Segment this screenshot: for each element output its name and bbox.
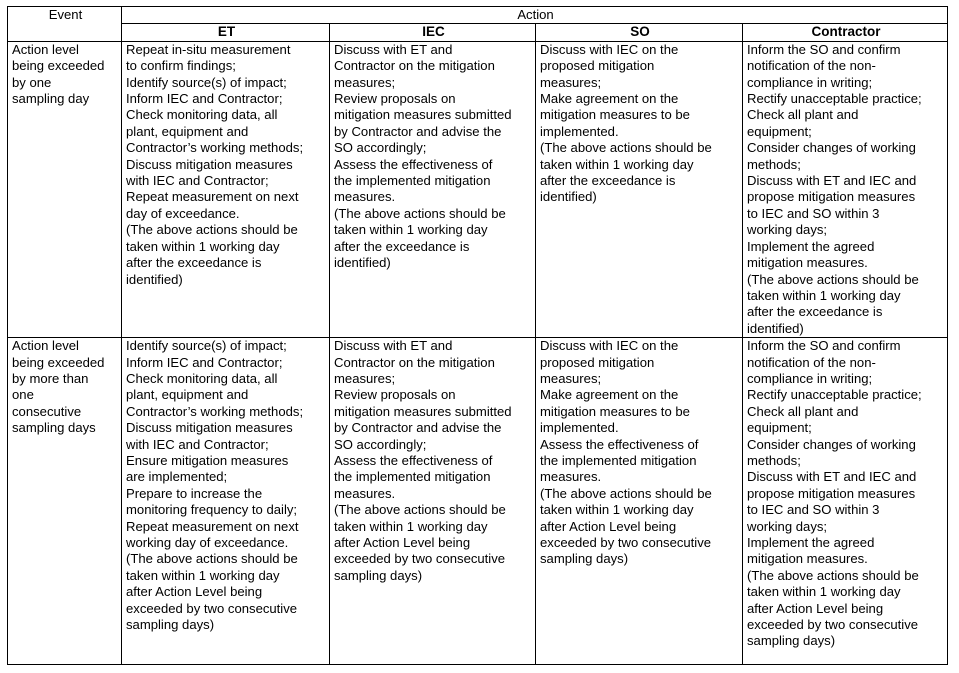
action-text-line: Make agreement on the bbox=[540, 91, 679, 107]
action-text-line: measures. bbox=[334, 485, 396, 501]
action-text-line: Check monitoring data, all bbox=[126, 107, 278, 123]
action-cell-iec bbox=[330, 338, 536, 665]
action-text-line: taken within 1 working day bbox=[126, 567, 280, 583]
action-text-line: after the exceedance is bbox=[747, 304, 883, 320]
action-text-line: with IEC and Contractor; bbox=[126, 173, 269, 189]
action-text-line: taken within 1 working day bbox=[747, 584, 901, 600]
action-text-line: working days; bbox=[747, 222, 828, 238]
action-text-line: after the exceedance is bbox=[334, 238, 470, 254]
action-text-line: Repeat measurement on next bbox=[126, 518, 299, 534]
action-text-line: sampling days) bbox=[540, 551, 629, 567]
action-text-line: sampling days) bbox=[334, 567, 423, 583]
action-text-line: working day of exceedance. bbox=[126, 535, 289, 550]
action-text-line: (The above actions should be bbox=[126, 551, 298, 567]
action-text-line: methods; bbox=[747, 156, 801, 172]
action-text-line: implemented. bbox=[540, 123, 619, 139]
action-text-line: Inform IEC and Contractor; bbox=[126, 91, 283, 107]
action-text-line: after Action Level being bbox=[126, 584, 263, 600]
action-text-line: identified) bbox=[334, 255, 391, 271]
action-text-line: measures; bbox=[334, 74, 396, 90]
action-text-line: Implement the agreed bbox=[747, 238, 875, 254]
action-text-line: are implemented; bbox=[126, 469, 228, 485]
action-text-line: Make agreement on the bbox=[540, 387, 679, 403]
action-plan-table bbox=[7, 6, 948, 665]
action-text-line: Discuss with ET and bbox=[334, 338, 453, 354]
event-text-line: by more than bbox=[12, 370, 89, 386]
action-cell-so bbox=[536, 338, 743, 665]
action-text-line: Check all plant and bbox=[747, 107, 859, 123]
action-text-line: to IEC and SO within 3 bbox=[747, 205, 880, 221]
role-header-contractor: Contractor bbox=[743, 24, 948, 41]
action-text-line: Discuss with ET and IEC and bbox=[747, 173, 917, 189]
event-column-header: Event bbox=[8, 7, 122, 42]
action-text-line: Repeat measurement on next bbox=[126, 189, 299, 205]
action-text-line: implemented. bbox=[540, 420, 619, 436]
action-text-line: Identify source(s) of impact; bbox=[126, 74, 287, 90]
action-text-line: Inform the SO and confirm bbox=[747, 41, 901, 57]
action-cell-contractor bbox=[743, 338, 948, 665]
action-text-line: mitigation measures submitted bbox=[334, 403, 512, 419]
action-text-line: mitigation measures. bbox=[747, 255, 868, 271]
action-text-line: Inform IEC and Contractor; bbox=[126, 354, 283, 370]
action-text-line: (The above actions should be bbox=[747, 567, 919, 583]
action-text-line: Implement the agreed bbox=[747, 535, 875, 550]
action-text-line: taken within 1 working day bbox=[334, 222, 488, 238]
action-text-line: Review proposals on bbox=[334, 91, 456, 107]
action-text-line: Contractor’s working methods; bbox=[126, 140, 304, 156]
event-text-line: one bbox=[12, 387, 34, 403]
action-text-line: after the exceedance is bbox=[540, 173, 676, 189]
action-text-line: exceeded by two consecutive bbox=[334, 551, 506, 567]
action-text-line: the implemented mitigation bbox=[334, 469, 491, 485]
action-text-line: Assess the effectiveness of bbox=[334, 452, 493, 468]
action-text-line: Identify source(s) of impact; bbox=[126, 338, 287, 354]
action-text-line: Check monitoring data, all bbox=[126, 370, 278, 386]
action-text-line: equipment; bbox=[747, 123, 812, 139]
action-text-line: (The above actions should be bbox=[540, 485, 712, 501]
action-text-line: Contractor on the mitigation bbox=[334, 354, 495, 370]
action-text-line: taken within 1 working day bbox=[540, 502, 694, 518]
event-text-line: being exceeded bbox=[12, 58, 105, 74]
action-text-line: to confirm findings; bbox=[126, 58, 236, 74]
action-text-line: mitigation measures to be bbox=[540, 107, 690, 123]
action-text-line: proposed mitigation bbox=[540, 58, 655, 74]
action-text-line: identified) bbox=[126, 271, 183, 287]
action-text-line: after Action Level being bbox=[540, 518, 677, 534]
action-text-line: Consider changes of working bbox=[747, 140, 916, 156]
action-text-line: compliance in writing; bbox=[747, 74, 873, 90]
action-text-line: Contractor on the mitigation bbox=[334, 58, 495, 74]
action-text-line: measures; bbox=[334, 370, 396, 386]
action-text-line: Repeat in-situ measurement bbox=[126, 41, 291, 57]
action-text-line: mitigation measures. bbox=[747, 551, 868, 567]
action-text-line: Review proposals on bbox=[334, 387, 456, 403]
event-text-line: consecutive bbox=[12, 403, 82, 419]
action-text-line: Discuss with IEC on the bbox=[540, 41, 679, 57]
action-text-line: SO accordingly; bbox=[334, 436, 427, 452]
action-text-line: sampling days) bbox=[747, 633, 836, 649]
action-text-line: propose mitigation measures bbox=[747, 485, 916, 501]
action-text-line: measures. bbox=[540, 469, 602, 485]
action-text-line: proposed mitigation bbox=[540, 354, 655, 370]
action-text-line: mitigation measures submitted bbox=[334, 107, 512, 123]
event-cell bbox=[8, 41, 122, 337]
action-text-line: (The above actions should be bbox=[747, 271, 919, 287]
action-text-line: measures; bbox=[540, 370, 602, 386]
role-header-iec: IEC bbox=[330, 24, 536, 41]
event-text-line: Action level bbox=[12, 338, 79, 354]
header-row-top bbox=[8, 7, 948, 24]
action-text-line: monitoring frequency to daily; bbox=[126, 502, 298, 518]
action-text-line: Rectify unacceptable practice; bbox=[747, 387, 922, 403]
action-cell-contractor bbox=[743, 41, 948, 337]
action-text-line: equipment; bbox=[747, 420, 812, 436]
action-text-line: notification of the non- bbox=[747, 354, 876, 370]
action-text-line: Assess the effectiveness of bbox=[540, 436, 699, 452]
action-text-line: measures; bbox=[540, 74, 602, 90]
action-text-line: after Action Level being bbox=[334, 535, 471, 550]
action-text-line: taken within 1 working day bbox=[334, 518, 488, 534]
action-text-line: after the exceedance is bbox=[126, 255, 262, 271]
action-text-line: Discuss with ET and bbox=[334, 41, 453, 57]
action-text-line: propose mitigation measures bbox=[747, 189, 916, 205]
event-text-line: being exceeded bbox=[12, 354, 105, 370]
action-text-line: identified) bbox=[540, 189, 597, 205]
action-text-line: measures. bbox=[334, 189, 396, 205]
action-text-line: (The above actions should be bbox=[126, 222, 298, 238]
role-header-so: SO bbox=[536, 24, 743, 41]
action-text-line: Rectify unacceptable practice; bbox=[747, 91, 922, 107]
action-text-line: Consider changes of working bbox=[747, 436, 916, 452]
action-text-line: plant, equipment and bbox=[126, 123, 249, 139]
action-text-line: exceeded by two consecutive bbox=[540, 535, 712, 550]
action-text-line: exceeded by two consecutive bbox=[747, 617, 919, 633]
event-text-line: sampling days bbox=[12, 420, 96, 436]
action-text-line: plant, equipment and bbox=[126, 387, 249, 403]
action-text-line: compliance in writing; bbox=[747, 370, 873, 386]
action-text-line: Discuss mitigation measures bbox=[126, 420, 293, 436]
action-text-line: (The above actions should be bbox=[334, 502, 506, 518]
action-text-line: working days; bbox=[747, 518, 828, 534]
action-text-line: notification of the non- bbox=[747, 58, 876, 74]
action-text-line: by Contractor and advise the bbox=[334, 420, 502, 436]
action-cell-et bbox=[122, 41, 330, 337]
action-text-line: Discuss with ET and IEC and bbox=[747, 469, 917, 485]
action-text-line: Prepare to increase the bbox=[126, 485, 263, 501]
event-text-line: by one bbox=[12, 74, 52, 90]
action-text-line: SO accordingly; bbox=[334, 140, 427, 156]
action-text-line: Contractor’s working methods; bbox=[126, 403, 304, 419]
action-text-line: taken within 1 working day bbox=[126, 238, 280, 254]
header-row-roles bbox=[8, 24, 948, 41]
action-column-header: Action bbox=[122, 7, 948, 24]
action-text-line: taken within 1 working day bbox=[747, 287, 901, 303]
action-text-line: by Contractor and advise the bbox=[334, 123, 502, 139]
role-header-et: ET bbox=[122, 24, 330, 41]
action-text-line: exceeded by two consecutive bbox=[126, 600, 298, 616]
action-text-line: methods; bbox=[747, 452, 801, 468]
action-text-line: day of exceedance. bbox=[126, 205, 240, 221]
action-text-line: sampling days) bbox=[126, 617, 215, 633]
action-text-line: (The above actions should be bbox=[540, 140, 712, 156]
action-text-line: Check all plant and bbox=[747, 403, 859, 419]
event-text-line: sampling day bbox=[12, 91, 90, 107]
action-text-line: after Action Level being bbox=[747, 600, 884, 616]
action-text-line: the implemented mitigation bbox=[334, 173, 491, 189]
action-text-line: Ensure mitigation measures bbox=[126, 452, 289, 468]
event-text-line: Action level bbox=[12, 41, 79, 57]
action-cell-iec bbox=[330, 41, 536, 337]
action-text-line: the implemented mitigation bbox=[540, 452, 697, 468]
action-text-line: Assess the effectiveness of bbox=[334, 156, 493, 172]
action-cell-so bbox=[536, 41, 743, 337]
action-cell-et bbox=[122, 338, 330, 665]
action-text-line: taken within 1 working day bbox=[540, 156, 694, 172]
action-text-line: Discuss with IEC on the bbox=[540, 338, 679, 354]
action-text-line: Inform the SO and confirm bbox=[747, 338, 901, 354]
action-text-line: Discuss mitigation measures bbox=[126, 156, 293, 172]
action-text-line: mitigation measures to be bbox=[540, 403, 690, 419]
event-cell bbox=[8, 338, 122, 665]
action-text-line: to IEC and SO within 3 bbox=[747, 502, 880, 518]
table-row bbox=[8, 338, 948, 665]
action-text-line: (The above actions should be bbox=[334, 205, 506, 221]
action-text-line: with IEC and Contractor; bbox=[126, 436, 269, 452]
action-text-line: identified) bbox=[747, 320, 804, 336]
table-row bbox=[8, 41, 948, 337]
